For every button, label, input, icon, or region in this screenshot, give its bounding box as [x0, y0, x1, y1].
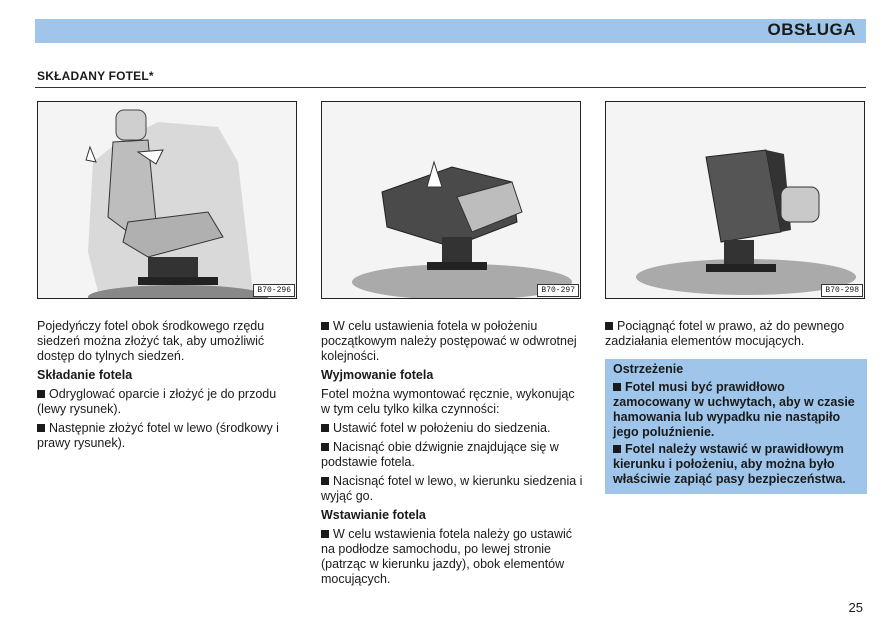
- warning-item: Fotel musi być prawidłowo zamocowany w uchwytach, aby w czasie hamowania lub wypadku nie nastąpiło jego poluźnienie.: [613, 380, 855, 439]
- page-number: 25: [848, 600, 863, 615]
- bullet-icon: [321, 530, 329, 538]
- header-band: [35, 19, 866, 43]
- column-1: [37, 319, 299, 455]
- figure-seat-tilted: [605, 101, 865, 299]
- section-title: SKŁADANY FOTEL*: [37, 69, 154, 83]
- warning-item: Fotel należy wstawić w prawidłowym kierunku i położeniu, aby można było właściwie zapiąć pasy bezpieczeństwa.: [613, 442, 846, 486]
- bullet-icon: [613, 383, 621, 391]
- column-3: [605, 319, 867, 494]
- bullet-icon: [321, 322, 329, 330]
- figure-seat-upright: [37, 101, 297, 299]
- warning-box: [605, 359, 867, 494]
- bullet-icon: [321, 477, 329, 485]
- column-2: [321, 319, 583, 591]
- step-item: W celu wstawienia fotela należy go ustawić na podłodze samochodu, po lewej stronie (patrząc w kierunku jazdy), obok elementów mocujących.: [321, 527, 573, 586]
- warning-title: Ostrzeżenie: [613, 362, 684, 376]
- heading-insertion: Wstawianie fotela: [321, 508, 426, 522]
- seat-folded-illustration: [322, 102, 580, 298]
- bullet-icon: [321, 443, 329, 451]
- heading-removal: Wyjmowanie fotela: [321, 368, 434, 382]
- bullet-icon: [37, 424, 45, 432]
- bullet-icon: [613, 445, 621, 453]
- paragraph: Fotel można wymontować ręcznie, wykonując w tym celu tylko kilka czynności:: [321, 387, 575, 416]
- seat-upright-illustration: [38, 102, 296, 298]
- figure-code: B70-297: [537, 284, 579, 297]
- step-item: Następnie złożyć fotel w lewo (środkowy i prawy rysunek).: [37, 421, 279, 450]
- step-item: Nacisnąć fotel w lewo, w kierunku siedzenia i wyjąć go.: [321, 474, 583, 503]
- intro-paragraph: Pojedyńczy fotel obok środkowego rzędu siedzeń można złożyć tak, aby umożliwić dostęp do tylnych siedzeń.: [37, 319, 265, 363]
- step-item: Odryglować oparcie i złożyć je do przodu (lewy rysunek).: [37, 387, 277, 416]
- step-item: W celu ustawienia fotela w położeniu początkowym należy postępować w odwrotnej kolejności.: [321, 319, 577, 363]
- seat-tilted-illustration: [606, 102, 864, 298]
- figure-code: B70-296: [253, 284, 295, 297]
- page-section-title: OBSŁUGA: [767, 20, 856, 39]
- divider: [35, 87, 866, 88]
- heading-folding: Składanie fotela: [37, 368, 133, 382]
- figure-code: B70-298: [821, 284, 863, 297]
- step-item: Pociągnąć fotel w prawo, aż do pewnego zadziałania elementów mocujących.: [605, 319, 845, 348]
- bullet-icon: [37, 390, 45, 398]
- bullet-icon: [605, 322, 613, 330]
- bullet-icon: [321, 424, 329, 432]
- figure-seat-folded: [321, 101, 581, 299]
- step-item: Ustawić fotel w położeniu do siedzenia.: [321, 421, 583, 436]
- step-item: Nacisnąć obie dźwignie znajdujące się w podstawie fotela.: [321, 440, 559, 469]
